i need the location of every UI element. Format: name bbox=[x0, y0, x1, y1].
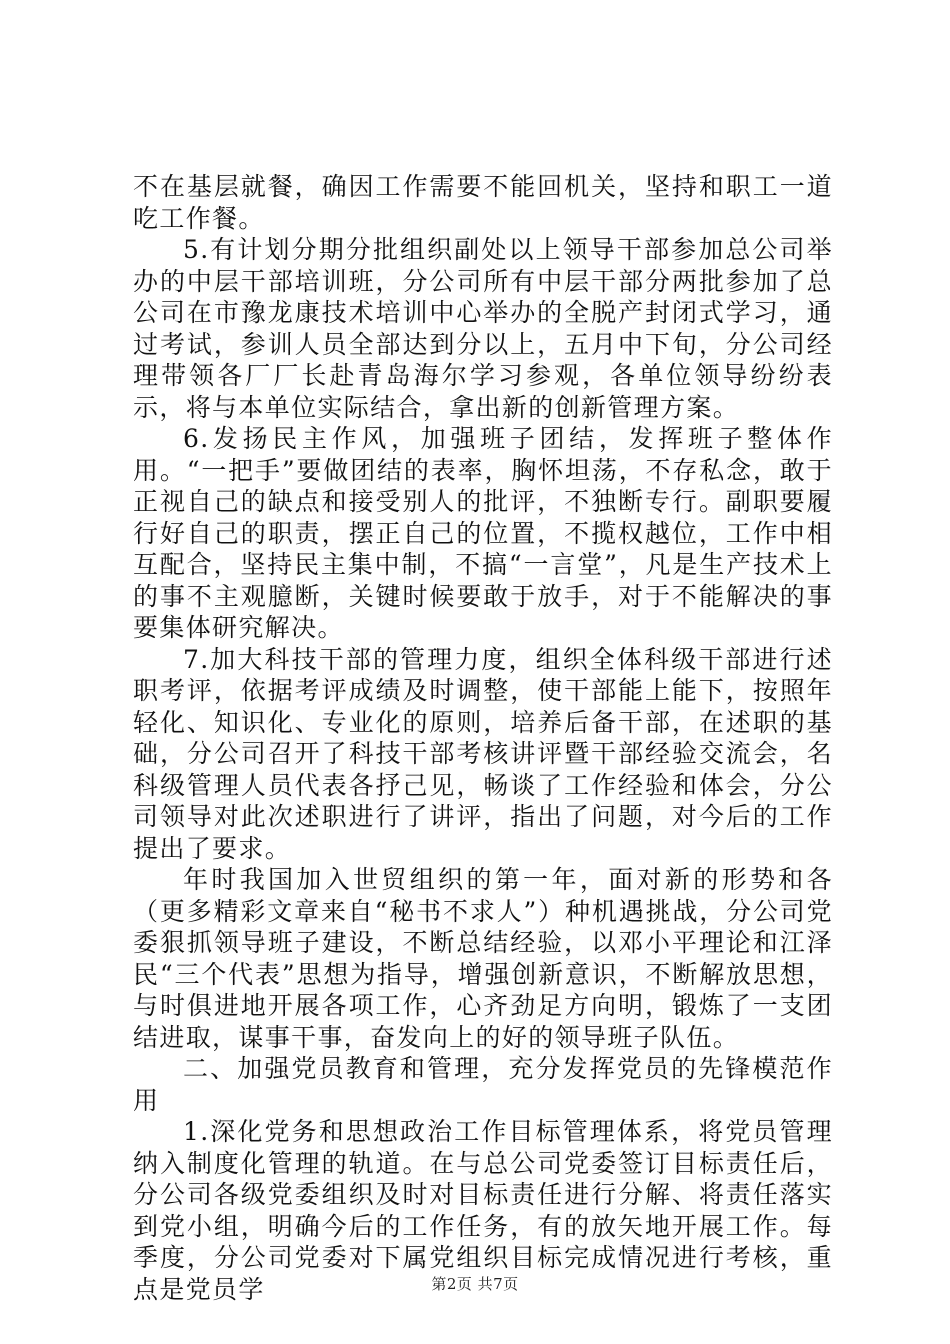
paragraph-item-5: 5.有计划分期分批组织副处以上领导干部参加总公司举办的中层干部培训班，分公司所有中层干部分两批参加了总公司在市豫龙康技术培训中心举办的全脱产封闭式学习，通过考试，参训人员全部达到分以上，五月中下旬，分公司经理带领各厂厂长赴青岛海尔学习参观，各单位领导纷纷表示，将与本单位实际结合，拿出新的创新管理方案。 bbox=[133, 235, 833, 422]
paragraph-continuation: 不在基层就餐，确因工作需要不能回机关，坚持和职工一道吃工作餐。 bbox=[133, 172, 833, 233]
paragraph-item-7: 7.加大科技干部的管理力度，组织全体科级干部进行述职考评，依据考评成绩及时调整，使干部能上能下，按照年轻化、知识化、专业化的原则，培养后备干部，在述职的基础，分公司召开了科技干部考核讲评暨干部经验交流会，名科级管理人员代表各抒己见，畅谈了工作经验和体会，分公司领导对此次述职进行了讲评，指出了问题，对今后的工作提出了要求。 bbox=[133, 644, 833, 863]
paragraph-item-6: 6.发扬民主作风，加强班子团结，发挥班子整体作用。“一把手”要做团结的表率，胸怀坦荡，不存私念，敢于正视自己的缺点和接受别人的批评，不独断专行。副职要履行好自己的职责，摆正自己的位置，不揽权越位，工作中相互配合，坚持民主集中制，不搞“一言堂”，凡是生产技术上的事不主观臆断，关键时候要敢于放手，对于不能解决的事要集体研究解决。 bbox=[133, 424, 833, 642]
page-footer: 第2页 共7页 bbox=[431, 1275, 519, 1293]
paragraph-summary: 年时我国加入世贸组织的第一年，面对新的形势和各（更多精彩文章来自“秘书不求人”）种机遇挑战，分公司党委狠抓领导班子建设，不断总结经验，以邓小平理论和江泽民“三个代表”思想为指导，增强创新意识，不断解放思想，与时俱进地开展各项工作，心齐劲足方向明，锻炼了一支团结进取，谋事干事，奋发向上的好的领导班子队伍。 bbox=[133, 865, 833, 1052]
paragraph-item-1: 1.深化党务和思想政治工作目标管理体系，将党员管理纳入制度化管理的轨道。在与总公司党委签订目标责任后，分公司各级党委组织及时对目标责任进行分解、将责任落实到党小组，明确今后的工作任务，有的放矢地开展工作。每季度，分公司党委对下属党组织目标完成情况进行考核，重点是党员学 bbox=[133, 1117, 833, 1304]
document-body bbox=[133, 171, 833, 1305]
section-heading: 二、加强党员教育和管理，充分发挥党员的先锋模范作用 bbox=[133, 1054, 833, 1115]
